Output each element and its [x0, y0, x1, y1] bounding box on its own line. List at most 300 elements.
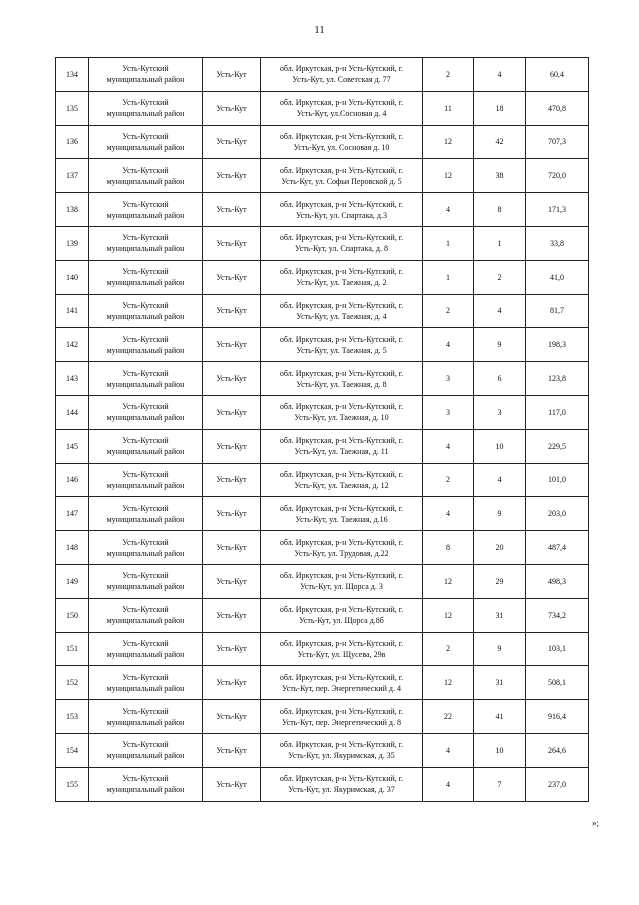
closing-quote-mark: »; — [592, 818, 600, 828]
count-b-cell-text: 41 — [495, 712, 504, 722]
district-cell-text: Усть-Кутский — [122, 774, 169, 784]
locality-cell-text: Усть-Кут — [216, 745, 247, 755]
address-cell — [261, 632, 423, 666]
district-cell — [89, 362, 203, 396]
table-row — [56, 429, 589, 463]
count-a-cell — [423, 733, 474, 767]
district-cell-text: муниципальный район — [106, 75, 185, 85]
area-cell-text: 707,3 — [548, 137, 566, 147]
area-cell — [526, 531, 589, 565]
address-cell — [261, 463, 423, 497]
locality-cell — [203, 362, 261, 396]
address-cell-text: обл. Иркутская, р-н Усть-Кутский, г. — [279, 436, 404, 446]
row-number-text: 138 — [66, 205, 78, 215]
count-b-cell — [474, 260, 526, 294]
row-number — [56, 328, 89, 362]
area-cell-text: 720,0 — [548, 171, 566, 181]
count-b-cell — [474, 328, 526, 362]
address-cell-text: Усть-Кут, ул. Таежная, д. 8 — [296, 379, 387, 389]
count-a-cell-text: 2 — [446, 644, 450, 654]
row-number — [56, 531, 89, 565]
address-cell — [261, 193, 423, 227]
district-cell-text: муниципальный район — [106, 413, 185, 423]
row-number — [56, 294, 89, 328]
area-cell-text: 81,7 — [550, 306, 564, 316]
address-cell-text: обл. Иркутская, р-н Усть-Кутский, г. — [279, 605, 404, 615]
table-row — [56, 531, 589, 565]
address-cell-text: обл. Иркутская, р-н Усть-Кутский, г. — [279, 774, 404, 784]
address-cell — [261, 733, 423, 767]
count-a-cell-text: 4 — [446, 779, 450, 789]
row-number — [56, 733, 89, 767]
area-cell — [526, 58, 589, 92]
table-row — [56, 666, 589, 700]
area-cell-text: 198,3 — [548, 340, 566, 350]
district-cell — [89, 294, 203, 328]
row-number-text: 153 — [66, 712, 78, 722]
count-b-cell — [474, 58, 526, 92]
row-number-text: 155 — [66, 779, 78, 789]
address-cell — [261, 767, 423, 801]
address-cell-text: Усть-Кут, ул.Сосновая д. 4 — [296, 109, 387, 119]
area-cell-text: 60,4 — [550, 69, 564, 79]
district-cell-text: муниципальный район — [106, 210, 185, 220]
count-b-cell — [474, 91, 526, 125]
address-cell — [261, 328, 423, 362]
count-a-cell — [423, 395, 474, 429]
address-cell-text: Усть-Кут, ул. Советская д. 77 — [292, 75, 391, 85]
count-b-cell-text: 9 — [497, 340, 502, 350]
area-cell — [526, 294, 589, 328]
count-a-cell — [423, 260, 474, 294]
district-cell-text: муниципальный район — [106, 176, 185, 186]
address-cell-text: обл. Иркутская, р-н Усть-Кутский, г. — [279, 98, 404, 108]
area-cell — [526, 632, 589, 666]
area-cell-text: 734,2 — [548, 610, 566, 620]
address-cell-text: Усть-Кут, пер. Энергетический д. 4 — [282, 683, 401, 693]
row-number — [56, 463, 89, 497]
row-number — [56, 598, 89, 632]
address-cell-text: Усть-Кут, ул. Щорса д.8б — [299, 616, 384, 626]
district-cell-text: муниципальный район — [106, 548, 185, 558]
locality-cell-text: Усть-Кут — [216, 644, 247, 654]
locality-cell — [203, 700, 261, 734]
address-cell-text: обл. Иркутская, р-н Усть-Кутский, г. — [279, 131, 404, 141]
address-cell — [261, 395, 423, 429]
count-a-cell — [423, 429, 474, 463]
address-cell-text: Усть-Кут, ул. Спартака, д.3 — [296, 210, 387, 220]
district-cell-text: Усть-Кутский — [122, 503, 169, 513]
area-cell — [526, 564, 589, 598]
address-cell-text: Усть-Кут, ул. Таежная, д. 2 — [296, 278, 387, 288]
district-cell — [89, 700, 203, 734]
area-cell — [526, 125, 589, 159]
count-b-cell — [474, 666, 526, 700]
locality-cell-text: Усть-Кут — [216, 205, 247, 215]
count-b-cell-text: 4 — [497, 306, 502, 316]
locality-cell — [203, 58, 261, 92]
row-number-text: 145 — [66, 441, 78, 451]
table-row — [56, 733, 589, 767]
table-row — [56, 91, 589, 125]
table-row — [56, 193, 589, 227]
locality-cell-text: Усть-Кут — [216, 779, 247, 789]
count-b-cell — [474, 294, 526, 328]
table-body — [56, 58, 589, 802]
count-b-cell-text: 9 — [497, 644, 502, 654]
address-cell-text: Усть-Кут, пер. Энергетический д. 8 — [282, 717, 401, 727]
table-row — [56, 767, 589, 801]
area-cell-text: 101,0 — [548, 475, 566, 485]
count-b-cell — [474, 395, 526, 429]
address-cell — [261, 260, 423, 294]
row-number — [56, 58, 89, 92]
address-cell-text: Усть-Кут, ул. Таежная, д. 4 — [296, 311, 387, 321]
district-cell-text: Усть-Кутский — [122, 469, 169, 479]
locality-cell-text: Усть-Кут — [216, 441, 247, 451]
address-cell — [261, 700, 423, 734]
area-cell — [526, 429, 589, 463]
row-number — [56, 497, 89, 531]
area-cell — [526, 193, 589, 227]
count-b-cell — [474, 429, 526, 463]
page-number: 11 — [314, 24, 325, 36]
count-b-cell — [474, 125, 526, 159]
address-cell-text: Усть-Кут, ул. Сосновая д. 10 — [293, 142, 390, 152]
count-b-cell-text: 4 — [497, 475, 502, 485]
address-cell-text: Усть-Кут, ул. Щорса д. 3 — [300, 582, 383, 592]
table-row — [56, 260, 589, 294]
count-b-cell-text: 8 — [497, 205, 502, 215]
address-cell-text: Усть-Кут, ул. Спартака, д. 8 — [295, 244, 388, 254]
count-a-cell-text: 12 — [444, 171, 452, 181]
area-cell-text: 203,0 — [548, 509, 566, 519]
address-cell — [261, 294, 423, 328]
locality-cell — [203, 666, 261, 700]
district-cell-text: муниципальный район — [106, 447, 185, 457]
locality-cell-text: Усть-Кут — [216, 407, 247, 417]
count-a-cell-text: 22 — [444, 712, 452, 722]
locality-cell — [203, 497, 261, 531]
count-a-cell-text: 12 — [444, 576, 452, 586]
district-cell-text: Усть-Кутский — [122, 199, 169, 209]
count-b-cell-text: 2 — [497, 272, 502, 282]
district-cell — [89, 733, 203, 767]
district-cell-text: Усть-Кутский — [122, 706, 169, 716]
count-a-cell-text: 4 — [446, 205, 450, 215]
area-cell-text: 508,1 — [548, 678, 566, 688]
count-a-cell — [423, 666, 474, 700]
count-a-cell — [423, 564, 474, 598]
address-cell-text: Усть-Кут, ул. Таежная, д.16 — [295, 514, 388, 524]
locality-cell — [203, 125, 261, 159]
count-a-cell — [423, 226, 474, 260]
district-cell-text: Усть-Кутский — [122, 64, 169, 74]
district-cell — [89, 497, 203, 531]
row-number — [56, 666, 89, 700]
count-a-cell-text: 4 — [446, 509, 450, 519]
district-cell-text: муниципальный район — [106, 480, 185, 490]
area-cell-text: 171,3 — [548, 205, 566, 215]
locality-cell — [203, 226, 261, 260]
count-a-cell-text: 2 — [446, 475, 450, 485]
area-cell — [526, 362, 589, 396]
address-cell-text: Усть-Кут, ул. Таежная, д. 11 — [294, 447, 389, 457]
address-cell-text: Усть-Кут, ул. Таежная, д. 10 — [294, 413, 389, 423]
address-cell-text: Усть-Кут, ул. Таежная, д. 5 — [296, 345, 387, 355]
district-cell — [89, 531, 203, 565]
district-cell-text: муниципальный район — [106, 278, 185, 288]
locality-cell — [203, 193, 261, 227]
count-b-cell — [474, 700, 526, 734]
count-b-cell — [474, 733, 526, 767]
address-cell-text: Усть-Кут, ул. Якуримская, д. 35 — [288, 751, 395, 761]
area-cell-text: 498,3 — [548, 576, 566, 586]
address-cell-text: обл. Иркутская, р-н Усть-Кутский, г. — [279, 368, 404, 378]
district-cell — [89, 395, 203, 429]
district-cell-text: муниципальный район — [106, 582, 185, 592]
count-a-cell — [423, 58, 474, 92]
district-cell-text: Усть-Кутский — [122, 537, 169, 547]
address-cell-text: обл. Иркутская, р-н Усть-Кутский, г. — [279, 503, 404, 513]
locality-cell-text: Усть-Кут — [216, 543, 247, 553]
row-number-text: 135 — [66, 103, 78, 113]
row-number-text: 144 — [66, 407, 78, 417]
address-cell — [261, 159, 423, 193]
address-cell-text: Усть-Кут, ул. Якуримская, д. 37 — [288, 785, 395, 795]
address-cell-text: обл. Иркутская, р-н Усть-Кутский, г. — [279, 469, 404, 479]
address-cell — [261, 429, 423, 463]
address-cell-text: Усть-Кут, ул. Таежная, д. 12 — [294, 480, 389, 490]
district-cell — [89, 328, 203, 362]
table-row — [56, 58, 589, 92]
district-cell-text: муниципальный район — [106, 379, 185, 389]
district-cell-text: Усть-Кутский — [122, 402, 169, 412]
district-cell — [89, 598, 203, 632]
row-number-text: 151 — [66, 644, 78, 654]
locality-cell — [203, 598, 261, 632]
table-row — [56, 362, 589, 396]
area-cell-text: 264,6 — [548, 745, 566, 755]
district-cell-text: Усть-Кутский — [122, 98, 169, 108]
district-cell-text: муниципальный район — [106, 649, 185, 659]
row-number — [56, 260, 89, 294]
count-b-cell — [474, 564, 526, 598]
count-b-cell-text: 6 — [497, 374, 502, 384]
count-b-cell-text: 18 — [495, 103, 504, 113]
locality-cell-text: Усть-Кут — [216, 69, 247, 79]
area-cell — [526, 395, 589, 429]
area-cell — [526, 91, 589, 125]
count-b-cell — [474, 193, 526, 227]
district-cell-text: муниципальный район — [106, 785, 185, 795]
area-cell — [526, 666, 589, 700]
district-cell — [89, 429, 203, 463]
table-row — [56, 226, 589, 260]
area-cell — [526, 260, 589, 294]
locality-cell-text: Усть-Кут — [216, 238, 247, 248]
row-number-text: 147 — [66, 509, 78, 519]
district-cell-text: Усть-Кутский — [122, 131, 169, 141]
table-row — [56, 632, 589, 666]
area-cell — [526, 733, 589, 767]
district-cell-text: муниципальный район — [106, 109, 185, 119]
address-cell-text: обл. Иркутская, р-н Усть-Кутский, г. — [279, 571, 404, 581]
locality-cell-text: Усть-Кут — [216, 610, 247, 620]
address-cell — [261, 125, 423, 159]
district-cell — [89, 58, 203, 92]
district-cell-text: муниципальный район — [106, 751, 185, 761]
row-number-text: 141 — [66, 306, 78, 316]
count-a-cell-text: 8 — [446, 543, 450, 553]
locality-cell — [203, 767, 261, 801]
address-cell-text: обл. Иркутская, р-н Усть-Кутский, г. — [279, 267, 404, 277]
address-cell-text: обл. Иркутская, р-н Усть-Кутский, г. — [279, 300, 404, 310]
row-number — [56, 767, 89, 801]
table-row — [56, 598, 589, 632]
count-a-cell-text: 4 — [446, 441, 450, 451]
count-a-cell — [423, 159, 474, 193]
locality-cell — [203, 395, 261, 429]
row-number — [56, 429, 89, 463]
table-row — [56, 463, 589, 497]
address-cell-text: Усть-Кут, ул. Трудовая, д.22 — [294, 548, 389, 558]
count-b-cell — [474, 497, 526, 531]
count-a-cell — [423, 193, 474, 227]
area-cell — [526, 328, 589, 362]
district-cell-text: Усть-Кутский — [122, 334, 169, 344]
locality-cell-text: Усть-Кут — [216, 137, 247, 147]
count-b-cell — [474, 598, 526, 632]
locality-cell — [203, 260, 261, 294]
count-a-cell-text: 11 — [444, 103, 452, 113]
district-cell — [89, 91, 203, 125]
count-a-cell — [423, 632, 474, 666]
address-cell-text: обл. Иркутская, р-н Усть-Кутский, г. — [279, 233, 404, 243]
row-number — [56, 395, 89, 429]
count-a-cell — [423, 598, 474, 632]
row-number — [56, 91, 89, 125]
count-a-cell — [423, 362, 474, 396]
locality-cell — [203, 328, 261, 362]
row-number-text: 137 — [66, 171, 78, 181]
count-a-cell — [423, 91, 474, 125]
row-number — [56, 159, 89, 193]
table-row — [56, 497, 589, 531]
count-b-cell-text: 7 — [497, 779, 502, 789]
address-cell-text: обл. Иркутская, р-н Усть-Кутский, г. — [279, 199, 404, 209]
row-number — [56, 226, 89, 260]
table-row — [56, 700, 589, 734]
area-cell-text: 117,0 — [548, 407, 566, 417]
locality-cell — [203, 463, 261, 497]
locality-cell — [203, 91, 261, 125]
row-number-text: 152 — [66, 678, 78, 688]
row-number-text: 134 — [66, 69, 78, 79]
area-cell-text: 41,0 — [550, 272, 564, 282]
area-cell-text: 33,8 — [550, 238, 564, 248]
district-cell — [89, 767, 203, 801]
count-b-cell-text: 1 — [497, 238, 502, 248]
district-cell-text: Усть-Кутский — [122, 638, 169, 648]
count-a-cell — [423, 497, 474, 531]
count-a-cell-text: 2 — [446, 69, 450, 79]
district-cell-text: муниципальный район — [106, 616, 185, 626]
area-cell — [526, 159, 589, 193]
address-cell-text: обл. Иркутская, р-н Усть-Кутский, г. — [279, 334, 404, 344]
area-cell-text: 123,8 — [548, 374, 566, 384]
count-a-cell-text: 2 — [446, 306, 450, 316]
row-number-text: 146 — [66, 475, 78, 485]
address-cell — [261, 58, 423, 92]
count-b-cell-text: 4 — [497, 69, 502, 79]
district-cell-text: Усть-Кутский — [122, 672, 169, 682]
district-cell — [89, 564, 203, 598]
address-cell-text: обл. Иркутская, р-н Усть-Кутский, г. — [279, 64, 404, 74]
row-number-text: 142 — [66, 340, 78, 350]
locality-cell-text: Усть-Кут — [216, 712, 247, 722]
count-b-cell-text: 3 — [497, 407, 502, 417]
count-b-cell-text: 31 — [495, 610, 504, 620]
address-cell-text: обл. Иркутская, р-н Усть-Кутский, г. — [279, 672, 404, 682]
count-b-cell-text: 31 — [495, 678, 504, 688]
count-a-cell — [423, 125, 474, 159]
count-b-cell — [474, 463, 526, 497]
address-cell-text: Усть-Кут, ул. Софьи Перовской д. 5 — [281, 176, 402, 186]
count-b-cell-text: 38 — [495, 171, 504, 181]
count-b-cell-text: 29 — [495, 576, 504, 586]
area-cell — [526, 226, 589, 260]
address-cell-text: обл. Иркутская, р-н Усть-Кутский, г. — [279, 537, 404, 547]
count-b-cell — [474, 632, 526, 666]
address-cell-text: обл. Иркутская, р-н Усть-Кутский, г. — [279, 740, 404, 750]
row-number — [56, 193, 89, 227]
count-b-cell-text: 9 — [497, 509, 502, 519]
table-row — [56, 395, 589, 429]
locality-cell — [203, 159, 261, 193]
row-number-text: 140 — [66, 272, 78, 282]
count-a-cell-text: 12 — [444, 610, 452, 620]
district-cell-text: муниципальный район — [106, 345, 185, 355]
district-cell-text: Усть-Кутский — [122, 165, 169, 175]
count-a-cell — [423, 294, 474, 328]
locality-cell-text: Усть-Кут — [216, 509, 247, 519]
row-number — [56, 700, 89, 734]
row-number-text: 154 — [66, 745, 78, 755]
address-cell — [261, 362, 423, 396]
address-cell-text: обл. Иркутская, р-н Усть-Кутский, г. — [279, 402, 404, 412]
district-cell — [89, 193, 203, 227]
table-row — [56, 328, 589, 362]
area-cell-text: 916,4 — [548, 712, 566, 722]
area-cell — [526, 700, 589, 734]
locality-cell-text: Усть-Кут — [216, 576, 247, 586]
row-number-text: 148 — [66, 543, 78, 553]
district-cell — [89, 632, 203, 666]
area-cell-text: 470,8 — [548, 103, 566, 113]
count-a-cell-text: 1 — [446, 238, 450, 248]
address-cell — [261, 226, 423, 260]
address-cell — [261, 598, 423, 632]
locality-cell — [203, 531, 261, 565]
count-a-cell-text: 3 — [446, 374, 450, 384]
district-cell-text: Усть-Кутский — [122, 605, 169, 615]
count-a-cell — [423, 767, 474, 801]
district-cell — [89, 159, 203, 193]
locality-cell — [203, 294, 261, 328]
district-cell-text: Усть-Кутский — [122, 233, 169, 243]
count-b-cell-text: 42 — [495, 137, 504, 147]
